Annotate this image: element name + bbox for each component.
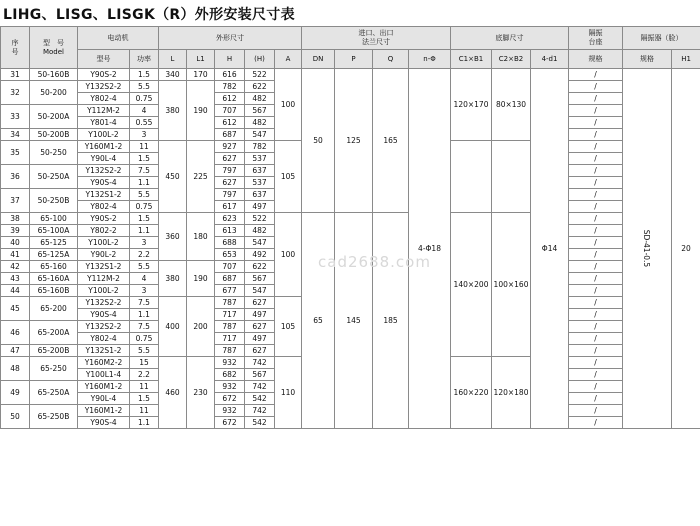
cell-H: 627 bbox=[215, 153, 245, 165]
header-C2B2: C2×B2 bbox=[492, 50, 531, 69]
cell-motor-power: 4 bbox=[130, 273, 159, 285]
cell-iso-base: / bbox=[569, 261, 623, 273]
cell-H: 932 bbox=[215, 405, 245, 417]
cell-motor-model: Y100L-2 bbox=[78, 237, 130, 249]
cell-motor-model: Y160M1-2 bbox=[78, 405, 130, 417]
page-title: LIHG、LISG、LISGK（R）外形安装尺寸表 bbox=[3, 7, 295, 23]
header-inout: 进口、出口 法兰尺寸 bbox=[302, 27, 451, 50]
cell-iso-base: / bbox=[569, 345, 623, 357]
cell-iso-base: / bbox=[569, 117, 623, 129]
cell-no: 50 bbox=[1, 405, 30, 429]
cell-H: 707 bbox=[215, 105, 245, 117]
cell-Hp: 637 bbox=[245, 165, 275, 177]
cell-no: 49 bbox=[1, 381, 30, 405]
header-P: P bbox=[335, 50, 373, 69]
cell-no: 38 bbox=[1, 213, 30, 225]
cell-iso-base: / bbox=[569, 93, 623, 105]
cell-L: 380 bbox=[159, 261, 187, 297]
header-iso-base: 隔振 台座 bbox=[569, 27, 623, 50]
header-model: 型 号 Model bbox=[30, 27, 78, 69]
cell-motor-power: 11 bbox=[130, 381, 159, 393]
cell-H: 787 bbox=[215, 297, 245, 309]
cell-L: 360 bbox=[159, 213, 187, 261]
cell-iso-base: / bbox=[569, 69, 623, 81]
cell-motor-model: Y802-4 bbox=[78, 93, 130, 105]
cell-L1: 180 bbox=[187, 213, 215, 261]
cell-Hp: 537 bbox=[245, 177, 275, 189]
cell-motor-power: 7.5 bbox=[130, 165, 159, 177]
cell-Hp: 522 bbox=[245, 69, 275, 81]
cell-C2B2: 120×180 bbox=[492, 357, 531, 429]
cell-no: 40 bbox=[1, 237, 30, 249]
cell-L: 340 bbox=[159, 69, 187, 81]
cell-model: 50-250A bbox=[30, 165, 78, 189]
cell-motor-power: 11 bbox=[130, 405, 159, 417]
cell-H: 623 bbox=[215, 213, 245, 225]
cell-motor-model: Y160M1-2 bbox=[78, 381, 130, 393]
cell-Q: 185 bbox=[373, 213, 409, 429]
cell-no: 32 bbox=[1, 81, 30, 105]
cell-no: 41 bbox=[1, 249, 30, 261]
cell-no: 35 bbox=[1, 141, 30, 165]
cell-Hp: 482 bbox=[245, 93, 275, 105]
cell-L: 450 bbox=[159, 141, 187, 213]
cell-model: 65-160B bbox=[30, 285, 78, 297]
header-DN: DN bbox=[302, 50, 335, 69]
cell-iso-base: / bbox=[569, 393, 623, 405]
cell-H: 797 bbox=[215, 165, 245, 177]
cell-C2B2 bbox=[492, 141, 531, 213]
watermark: cad2688.com bbox=[318, 253, 431, 271]
cell-motor-power: 11 bbox=[130, 141, 159, 153]
cell-H: 717 bbox=[215, 309, 245, 321]
cell-model: 50-200A bbox=[30, 105, 78, 129]
cell-iso-base: / bbox=[569, 285, 623, 297]
cell-Hp: 482 bbox=[245, 225, 275, 237]
cell-L1: 230 bbox=[187, 357, 215, 429]
cell-motor-power: 5.5 bbox=[130, 345, 159, 357]
cell-H: 627 bbox=[215, 177, 245, 189]
cell-H: 932 bbox=[215, 381, 245, 393]
cell-H: 927 bbox=[215, 141, 245, 153]
cell-model: 65-250B bbox=[30, 405, 78, 429]
cell-iso-base: / bbox=[569, 417, 623, 429]
cell-iso-base: / bbox=[569, 333, 623, 345]
cell-motor-model: Y132S2-2 bbox=[78, 321, 130, 333]
cell-motor-model: Y112M-2 bbox=[78, 105, 130, 117]
cell-model: 65-100A bbox=[30, 225, 78, 237]
cell-model: 65-250A bbox=[30, 381, 78, 405]
cell-motor-model: Y90S-4 bbox=[78, 309, 130, 321]
cell-Hp: 542 bbox=[245, 393, 275, 405]
cell-L1: 190 bbox=[187, 261, 215, 297]
cell-motor-model: Y90S-2 bbox=[78, 213, 130, 225]
cell-iso-base: / bbox=[569, 237, 623, 249]
cell-H: 717 bbox=[215, 333, 245, 345]
cell-Hp: 547 bbox=[245, 285, 275, 297]
cell-H: 797 bbox=[215, 189, 245, 201]
header-H1: H1 bbox=[672, 50, 700, 69]
cell-iso-base: / bbox=[569, 105, 623, 117]
dimension-table bbox=[0, 26, 700, 429]
cell-motor-power: 0.75 bbox=[130, 333, 159, 345]
cell-Hp: 547 bbox=[245, 129, 275, 141]
cell-no: 48 bbox=[1, 357, 30, 381]
cell-L1: 225 bbox=[187, 141, 215, 213]
cell-H: 677 bbox=[215, 285, 245, 297]
cell-iso-base: / bbox=[569, 249, 623, 261]
cell-Hp: 627 bbox=[245, 321, 275, 333]
cell-iso-base: / bbox=[569, 405, 623, 417]
cell-iso-base: / bbox=[569, 213, 623, 225]
cell-iso-base: / bbox=[569, 369, 623, 381]
cell-DN: 50 bbox=[302, 69, 335, 213]
cell-d1: Φ14 bbox=[531, 69, 569, 429]
cell-motor-power: 3 bbox=[130, 237, 159, 249]
cell-motor-model: Y801-4 bbox=[78, 117, 130, 129]
cell-iso-base: / bbox=[569, 153, 623, 165]
header-d1: 4-d1 bbox=[531, 50, 569, 69]
cell-A: 105 bbox=[275, 297, 302, 357]
cell-motor-model: Y160M1-2 bbox=[78, 141, 130, 153]
cell-model: 50-250 bbox=[30, 141, 78, 165]
cell-no: 47 bbox=[1, 345, 30, 357]
cell-motor-model: Y100L1-4 bbox=[78, 369, 130, 381]
cell-H1: 20 bbox=[672, 69, 700, 429]
cell-H: 682 bbox=[215, 369, 245, 381]
cell-iso-base: / bbox=[569, 321, 623, 333]
cell-motor-power: 0.55 bbox=[130, 117, 159, 129]
cell-motor-model: Y100L-2 bbox=[78, 285, 130, 297]
header-motor: 电动机 bbox=[78, 27, 159, 50]
cell-H: 787 bbox=[215, 321, 245, 333]
cell-motor-model: Y132S2-2 bbox=[78, 81, 130, 93]
cell-Hp: 622 bbox=[245, 261, 275, 273]
cell-L: 400 bbox=[159, 297, 187, 357]
cell-C1B1: 120×170 bbox=[451, 69, 492, 141]
cell-Hp: 497 bbox=[245, 309, 275, 321]
cell-iso-base: / bbox=[569, 357, 623, 369]
cell-Hp: 547 bbox=[245, 237, 275, 249]
header-Q: Q bbox=[373, 50, 409, 69]
header-Hp: (H) bbox=[245, 50, 275, 69]
cell-Hp: 497 bbox=[245, 201, 275, 213]
cell-H: 653 bbox=[215, 249, 245, 261]
cell-C1B1 bbox=[451, 141, 492, 213]
cell-motor-power: 1.1 bbox=[130, 417, 159, 429]
cell-model: 65-160A bbox=[30, 273, 78, 285]
cell-H: 687 bbox=[215, 129, 245, 141]
cell-Hp: 482 bbox=[245, 117, 275, 129]
cell-motor-power: 1.5 bbox=[130, 213, 159, 225]
cell-motor-model: Y90S-2 bbox=[78, 69, 130, 81]
cell-no: 39 bbox=[1, 225, 30, 237]
cell-motor-model: Y802-2 bbox=[78, 225, 130, 237]
cell-A: 105 bbox=[275, 141, 302, 213]
cell-motor-power: 5.5 bbox=[130, 189, 159, 201]
cell-no: 31 bbox=[1, 69, 30, 81]
header-nphi: n-Φ bbox=[409, 50, 451, 69]
cell-C1B1: 160×220 bbox=[451, 357, 492, 429]
cell-motor-power: 2.2 bbox=[130, 249, 159, 261]
cell-Hp: 567 bbox=[245, 273, 275, 285]
cell-iso-base: / bbox=[569, 189, 623, 201]
cell-Hp: 742 bbox=[245, 357, 275, 369]
cell-Hp: 627 bbox=[245, 345, 275, 357]
cell-model: 50-200 bbox=[30, 81, 78, 105]
header-L: L bbox=[159, 50, 187, 69]
cell-no: 36 bbox=[1, 165, 30, 189]
cell-model: 65-200B bbox=[30, 345, 78, 357]
cell-motor-power: 0.75 bbox=[130, 201, 159, 213]
cell-H: 787 bbox=[215, 345, 245, 357]
header-C1B1: C1×B1 bbox=[451, 50, 492, 69]
cell-model: 65-125 bbox=[30, 237, 78, 249]
cell-isolator-spec-text: SD-41-0.5 bbox=[642, 229, 652, 268]
cell-Hp: 627 bbox=[245, 297, 275, 309]
cell-Hp: 637 bbox=[245, 189, 275, 201]
cell-motor-model: Y90L-2 bbox=[78, 249, 130, 261]
cell-motor-model: Y90L-4 bbox=[78, 393, 130, 405]
cell-motor-power: 7.5 bbox=[130, 297, 159, 309]
cell-L: 380 bbox=[159, 81, 187, 141]
cell-H: 672 bbox=[215, 393, 245, 405]
header-L1: L1 bbox=[187, 50, 215, 69]
header-A: A bbox=[275, 50, 302, 69]
cell-Hp: 742 bbox=[245, 405, 275, 417]
cell-Hp: 567 bbox=[245, 369, 275, 381]
cell-motor-power: 3 bbox=[130, 285, 159, 297]
header-H: H bbox=[215, 50, 245, 69]
cell-DN: 65 bbox=[302, 213, 335, 429]
header-outline: 外形尺寸 bbox=[159, 27, 302, 50]
cell-isolator-spec bbox=[623, 69, 672, 429]
cell-motor-power: 1.1 bbox=[130, 309, 159, 321]
cell-motor-power: 0.75 bbox=[130, 93, 159, 105]
header-motor-power: 功率 bbox=[130, 50, 159, 69]
cell-model: 50-250B bbox=[30, 189, 78, 213]
cell-motor-model: Y132S1-2 bbox=[78, 189, 130, 201]
cell-motor-model: Y112M-2 bbox=[78, 273, 130, 285]
cell-iso-base: / bbox=[569, 381, 623, 393]
cell-no: 37 bbox=[1, 189, 30, 213]
cell-motor-model: Y90S-4 bbox=[78, 417, 130, 429]
cell-A: 110 bbox=[275, 357, 302, 429]
cell-H: 617 bbox=[215, 201, 245, 213]
cell-motor-model: Y160M2-2 bbox=[78, 357, 130, 369]
cell-nphi: 4-Φ18 bbox=[409, 69, 451, 429]
cell-C2B2: 80×130 bbox=[492, 69, 531, 141]
table-row bbox=[1, 213, 700, 225]
cell-no: 42 bbox=[1, 261, 30, 273]
cell-motor-power: 1.1 bbox=[130, 225, 159, 237]
cell-motor-power: 5.5 bbox=[130, 261, 159, 273]
header-no: 序 号 bbox=[1, 27, 30, 69]
cell-Hp: 497 bbox=[245, 333, 275, 345]
cell-motor-model: Y132S2-2 bbox=[78, 165, 130, 177]
cell-L1: 190 bbox=[187, 81, 215, 141]
cell-motor-power: 7.5 bbox=[130, 321, 159, 333]
cell-L1: 200 bbox=[187, 297, 215, 357]
cell-Hp: 522 bbox=[245, 213, 275, 225]
cell-iso-base: / bbox=[569, 141, 623, 153]
cell-model: 50-160B bbox=[30, 69, 78, 81]
cell-H: 613 bbox=[215, 225, 245, 237]
cell-no: 33 bbox=[1, 105, 30, 129]
cell-H: 687 bbox=[215, 273, 245, 285]
cell-no: 43 bbox=[1, 273, 30, 285]
cell-motor-power: 15 bbox=[130, 357, 159, 369]
header-isolator-spec: 规格 bbox=[623, 50, 672, 69]
table-row bbox=[1, 69, 700, 81]
cell-iso-base: / bbox=[569, 297, 623, 309]
cell-H: 672 bbox=[215, 417, 245, 429]
cell-no: 34 bbox=[1, 129, 30, 141]
cell-motor-power: 2.2 bbox=[130, 369, 159, 381]
cell-H: 688 bbox=[215, 237, 245, 249]
cell-motor-power: 1.5 bbox=[130, 393, 159, 405]
cell-model: 65-160 bbox=[30, 261, 78, 273]
cell-motor-power: 4 bbox=[130, 105, 159, 117]
cell-iso-base: / bbox=[569, 165, 623, 177]
cell-Hp: 782 bbox=[245, 141, 275, 153]
cell-Q: 165 bbox=[373, 69, 409, 213]
cell-motor-model: Y132S2-2 bbox=[78, 297, 130, 309]
cell-iso-base: / bbox=[569, 81, 623, 93]
cell-Hp: 537 bbox=[245, 153, 275, 165]
cell-iso-base: / bbox=[569, 201, 623, 213]
cell-Hp: 542 bbox=[245, 417, 275, 429]
header-motor-model: 型号 bbox=[78, 50, 130, 69]
cell-motor-model: Y90L-4 bbox=[78, 153, 130, 165]
cell-iso-base: / bbox=[569, 225, 623, 237]
cell-motor-model: Y802-4 bbox=[78, 333, 130, 345]
cell-motor-power: 1.5 bbox=[130, 69, 159, 81]
cell-Hp: 742 bbox=[245, 381, 275, 393]
cell-no: 45 bbox=[1, 297, 30, 321]
cell-motor-power: 1.1 bbox=[130, 177, 159, 189]
cell-motor-model: Y132S1-2 bbox=[78, 261, 130, 273]
cell-Hp: 622 bbox=[245, 81, 275, 93]
cell-H: 612 bbox=[215, 117, 245, 129]
cell-L1: 170 bbox=[187, 69, 215, 81]
cell-H: 932 bbox=[215, 357, 245, 369]
cell-model: 65-200A bbox=[30, 321, 78, 345]
cell-model: 65-200 bbox=[30, 297, 78, 321]
cell-motor-power: 1.5 bbox=[130, 153, 159, 165]
cell-motor-power: 3 bbox=[130, 129, 159, 141]
cell-C2B2: 100×160 bbox=[492, 213, 531, 357]
cell-iso-base: / bbox=[569, 309, 623, 321]
cell-model: 65-125A bbox=[30, 249, 78, 261]
cell-motor-model: Y802-4 bbox=[78, 201, 130, 213]
cell-H: 782 bbox=[215, 81, 245, 93]
cell-model: 65-100 bbox=[30, 213, 78, 225]
cell-no: 46 bbox=[1, 321, 30, 345]
cell-motor-model: Y132S1-2 bbox=[78, 345, 130, 357]
cell-iso-base: / bbox=[569, 273, 623, 285]
cell-H: 707 bbox=[215, 261, 245, 273]
cell-A: 100 bbox=[275, 213, 302, 297]
header-isolator: 隔振器（脸） bbox=[623, 27, 700, 50]
header-foot: 底脚尺寸 bbox=[451, 27, 569, 50]
cell-P: 125 bbox=[335, 69, 373, 213]
header-iso-base-spec: 规格 bbox=[569, 50, 623, 69]
cell-motor-power: 5.5 bbox=[130, 81, 159, 93]
cell-A: 100 bbox=[275, 69, 302, 141]
cell-motor-model: Y100L-2 bbox=[78, 129, 130, 141]
cell-H: 612 bbox=[215, 93, 245, 105]
cell-C1B1: 140×200 bbox=[451, 213, 492, 357]
cell-Hp: 567 bbox=[245, 105, 275, 117]
cell-iso-base: / bbox=[569, 177, 623, 189]
cell-model: 65-250 bbox=[30, 357, 78, 381]
cell-H: 616 bbox=[215, 69, 245, 81]
cell-P: 145 bbox=[335, 213, 373, 429]
cell-iso-base: / bbox=[569, 129, 623, 141]
cell-no: 44 bbox=[1, 285, 30, 297]
cell-model: 50-200B bbox=[30, 129, 78, 141]
cell-motor-model: Y90S-4 bbox=[78, 177, 130, 189]
cell-Hp: 492 bbox=[245, 249, 275, 261]
cell-L: 460 bbox=[159, 357, 187, 429]
